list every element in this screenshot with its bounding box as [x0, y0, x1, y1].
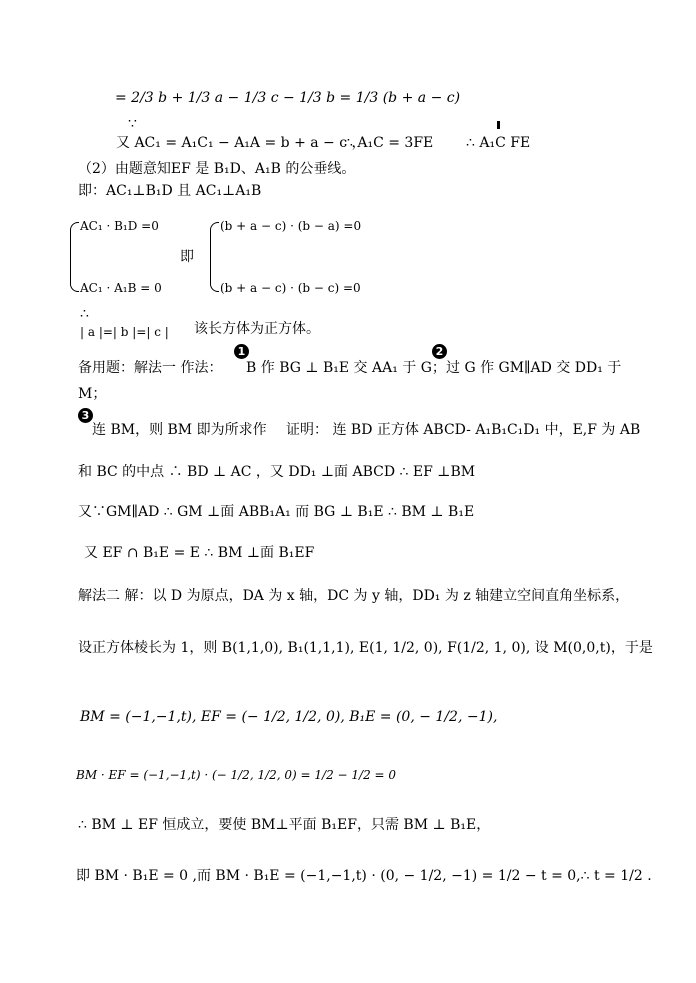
text-line-30: 即 BM · B₁E = 0 ,而 BM · B₁E = (−1,−1,t) · (0, − 1/2, −1) = 1/2 − t = 0,∴ t = 1/2 .	[76, 868, 652, 884]
step-marker-2	[432, 344, 447, 360]
text-line-29: ∴ BM ⊥ EF 恒成立，要使 BM⊥平面 B₁EF，只需 BM ⊥ B₁E，	[78, 817, 491, 833]
text-line-25: 解法二 解：以 D 为原点，DA 为 x 轴，DC 为 y 轴，DD₁ 为 z 轴建立空间直角坐标系，	[78, 588, 630, 604]
text-line-26: 设正方体棱长为 1，则 B(1,1,0), B₁(1,1,1), E(1, 1/2, 0), F(1/2, 1, 0), 设 M(0,0,t)，于是	[78, 640, 653, 656]
text-line-24: 又 EF ∩ B₁E = E ∴ BM ⊥面 B₁EF	[84, 545, 315, 561]
text-line-20: 连 BM，则 BM 即为所求作	[92, 422, 267, 438]
text-line-1: = 2/3 b + 1/3 a − 1/3 c − 1/3 b = 1/3 (b + a − c)	[115, 90, 461, 106]
left-brace-1	[70, 222, 79, 292]
text-line-27: BM = (−1,−1,t), EF = (− 1/2, 1/2, 0), B₁E = (0, − 1/2, −1),	[80, 709, 498, 725]
parallel-mark-icon	[497, 121, 500, 129]
text-line-16: 备用题：解法一 作法：	[78, 360, 223, 376]
text-line-23: 又∵GM∥AD ∴ GM ⊥面 ABB₁A₁ 而 BG ⊥ B₁E ∴ BM ⊥ B₁E	[78, 504, 475, 520]
text-line-15: 该长方体为正方体。	[194, 321, 320, 337]
text-line-28: BM · EF = (−1,−1,t) · (− 1/2, 1/2, 0) = 1/2 − 1/2 = 0	[76, 768, 397, 782]
text-line-14: | a |=| b |=| c |	[80, 325, 169, 339]
text-line-13: ∴	[80, 306, 89, 322]
text-line-2: ∵	[128, 116, 137, 132]
text-line-22: 和 BC 的中点 ∴ BD ⊥ AC ，又 DD₁ ⊥面 ABCD ∴ EF ⊥BM	[78, 464, 476, 480]
text-line-21: 证明： 连 BD 正方体 ABCD- A₁B₁C₁D₁ 中，E,F 为 AB	[286, 422, 641, 438]
text-line-19: M；	[78, 386, 107, 402]
text-line-17: B 作 BG ⊥ B₁E 交 AA₁ 于 G；	[246, 360, 446, 376]
circle-number-2-icon: 2	[432, 344, 447, 359]
circle-number-3-icon: 3	[78, 408, 93, 423]
text-line-10: (b + a − c) · (b − a) =0	[220, 219, 362, 233]
text-line-8: AC₁ · B₁D =0	[80, 219, 159, 233]
text-line-7: 即：AC₁⊥B₁D 且 AC₁⊥A₁B	[78, 183, 262, 199]
text-line-3: 又 AC₁ = A₁C₁ − A₁A = b + a − c ，	[116, 135, 366, 151]
text-line-18: 过 G 作 GM∥AD 交 DD₁ 于	[446, 360, 622, 376]
text-line-4: ∴ A₁C = 3FE	[344, 135, 434, 151]
circle-number-1-icon: 1	[234, 344, 249, 359]
text-line-6: （2）由题意知EF 是 B₁D、A₁B 的公垂线。	[78, 161, 356, 177]
text-line-11: AC₁ · A₁B = 0	[80, 281, 162, 295]
step-marker-3	[78, 408, 93, 424]
text-line-5: ∴ A₁C FE	[466, 135, 531, 151]
left-brace-2	[210, 222, 219, 292]
text-line-12: (b + a − c) · (b − c) =0	[220, 281, 361, 295]
text-line-9: 即	[180, 249, 194, 265]
